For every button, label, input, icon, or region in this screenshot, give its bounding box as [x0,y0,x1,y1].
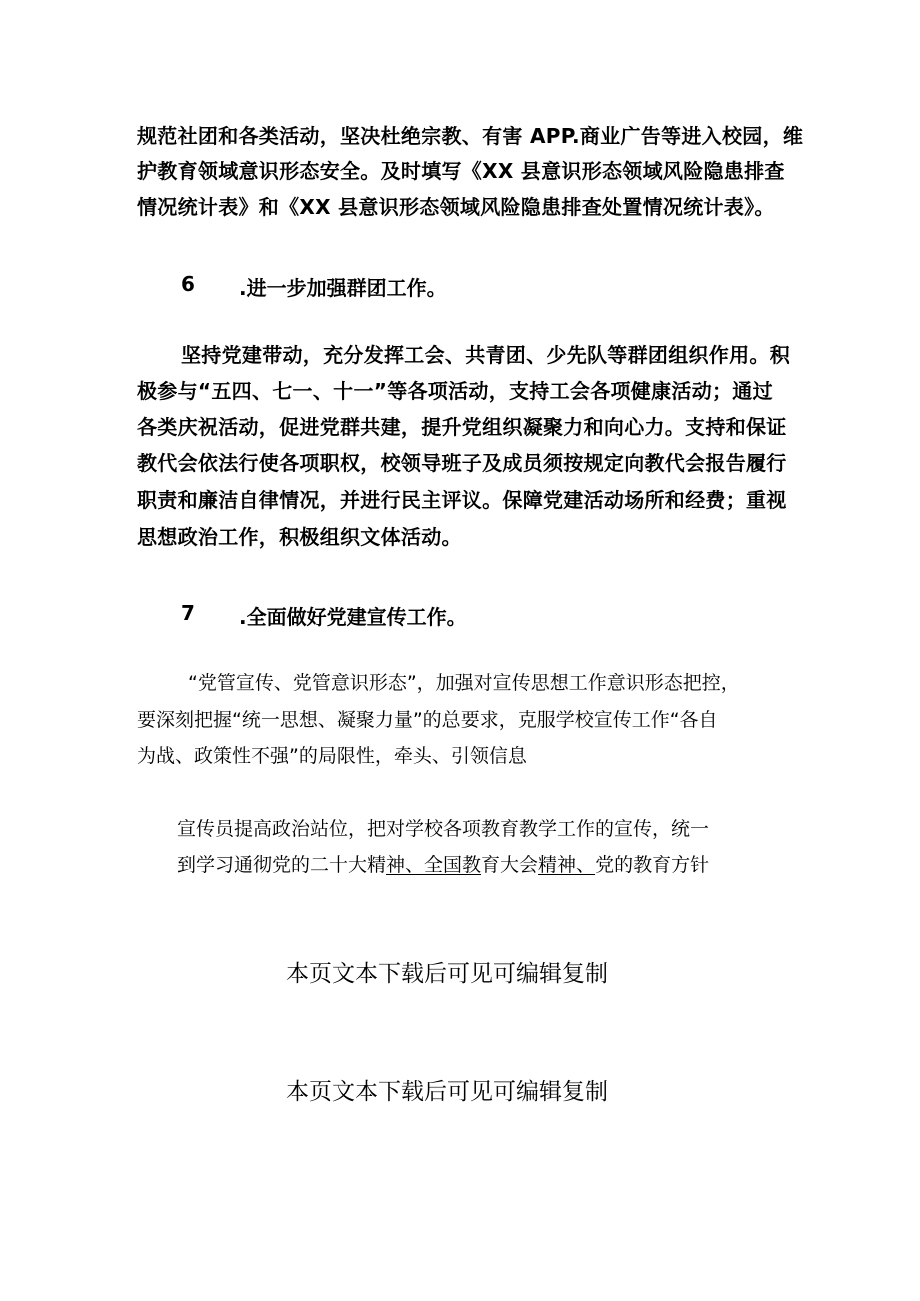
download-notice: 本页文本下载后可见可编辑复制 [286,961,608,987]
paragraph-line: 教代会依法行使各项职权，校领导班子及成员须按规定向教代会报告履行 [137,451,787,475]
paragraph-line: 思想政治工作，积极组织文体活动。 [137,525,462,549]
paragraph-line: 护教育领域意识形态安全。及时填写《XX 县意识形态领域风险隐患排查 [137,159,785,183]
paragraph-line: 为战、政策性不强”的局限性，牵头、引领信息 [137,745,527,767]
paragraph-line [177,856,709,875]
paragraph-line: 坚持党建带动，充分发挥工会、共青团、少先队等群团组织作用。积 [181,343,790,367]
section-7-number: 7 [181,601,195,625]
underlined-text-run: 精神、 [538,854,596,876]
underlined-text-run: 神、全国教 [386,854,482,876]
paragraph-line: 职责和廉洁自律情况，并进行民主评议。保障党建活动场所和经费；重视 [137,488,787,512]
section-6-title: .进一步加强群团工作。 [239,276,447,300]
paragraph-line: 情况统计表》和《XX 县意识形态领域风险隐患排查处置情况统计表》。 [137,195,775,219]
text-run: 育大会 [481,854,539,876]
download-notice: 本页文本下载后可见可编辑复制 [286,1079,608,1105]
text-run: 到学习通彻党的二十大精 [177,854,387,876]
paragraph-line: 要深刻把握“统一思想、凝聚力量”的总要求，克服学校宣传工作“各自 [137,709,718,731]
paragraph-line: “党管宣传、党管意识形态”，加强对宣传思想工作意识形态把控， [188,672,740,694]
paragraph-line: 极参与“五四、七一、十一”等各项活动，支持工会各项健康活动；通过 [137,379,773,403]
section-7-title: .全面做好党建宣传工作。 [239,605,467,629]
paragraph-line: 宣传员提高政治站位，把对学校各项教育教学工作的宣传，统一 [177,818,710,840]
text-run: 党的教育方针 [595,854,710,876]
paragraph-line: 规范社团和各类活动，坚决杜绝宗教、有害 APP.商业广告等进入校园，维 [137,124,804,148]
paragraph-line: 各类庆祝活动，促进党群共建，提升党组织凝聚力和向心力。支持和保证 [137,415,787,439]
section-6-number: 6 [181,272,195,296]
